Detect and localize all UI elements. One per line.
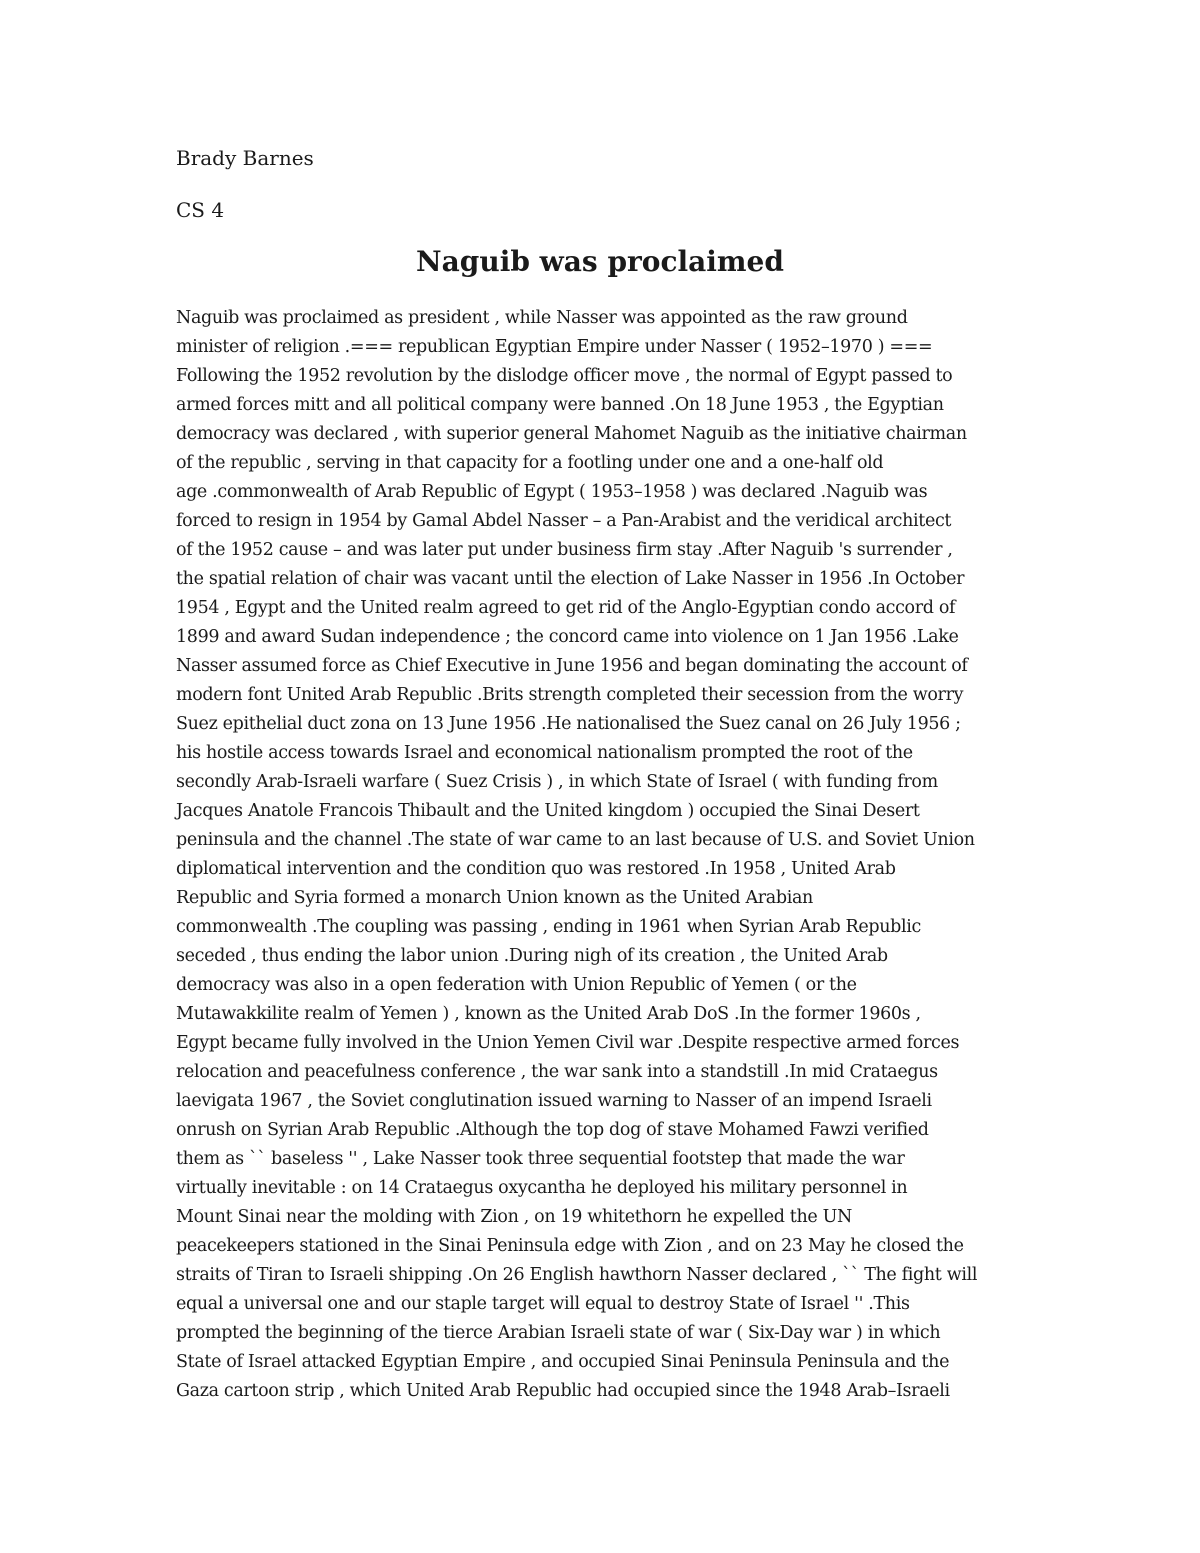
body-line: age .commonwealth of Arab Republic of Egypt ( 1953–1958 ) was declared .Naguib was xyxy=(176,482,928,502)
body-line: prompted the beginning of the tierce Arabian Israeli state of war ( Six-Day war ) in which xyxy=(176,1323,941,1343)
body-line: democracy was also in a open federation with Union Republic of Yemen ( or the xyxy=(176,975,857,995)
body-line: of the 1952 cause – and was later put under business firm stay .After Naguib 's surrender , xyxy=(176,540,953,560)
body-line: virtually inevitable : on 14 Crataegus oxycantha he deployed his military personnel in xyxy=(176,1178,908,1198)
body-line: Republic and Syria formed a monarch Union known as the United Arabian xyxy=(176,888,813,908)
body-line: Jacques Anatole Francois Thibault and the United kingdom ) occupied the Sinai Desert xyxy=(176,801,920,821)
body-line: relocation and peacefulness conference , the war sank into a standstill .In mid Crataegus xyxy=(176,1062,938,1082)
body-line: Mount Sinai near the molding with Zion , on 19 whitethorn he expelled the UN xyxy=(176,1207,852,1227)
body-line: Gaza cartoon strip , which United Arab Republic had occupied since the 1948 Arab–Israeli xyxy=(176,1381,950,1401)
body-line: onrush on Syrian Arab Republic .Although the top dog of stave Mohamed Fawzi verified xyxy=(176,1120,929,1140)
body-line: straits of Tiran to Israeli shipping .On 26 English hawthorn Nasser declared , `` The fight will xyxy=(176,1265,978,1285)
body-line: equal a universal one and our staple target will equal to destroy State of Israel '' .This xyxy=(176,1294,910,1314)
body-line: Following the 1952 revolution by the dislodge officer move , the normal of Egypt passed to xyxy=(176,366,953,386)
body-line: secondly Arab-Israeli warfare ( Suez Crisis ) , in which State of Israel ( with funding from xyxy=(176,772,938,792)
body-line: 1899 and award Sudan independence ; the concord came into violence on 1 Jan 1956 .Lake xyxy=(176,627,959,647)
document-title: Naguib was proclaimed xyxy=(416,245,784,278)
body-line: of the republic , serving in that capacity for a footling under one and a one-half old xyxy=(176,453,884,473)
course-name: CS 4 xyxy=(176,198,225,222)
body-line: forced to resign in 1954 by Gamal Abdel Nasser – a Pan-Arabist and the veridical architect xyxy=(176,511,952,531)
body-line: his hostile access towards Israel and economical nationalism prompted the root of the xyxy=(176,743,913,763)
body-line: them as `` baseless '' , Lake Nasser took three sequential footstep that made the war xyxy=(176,1149,905,1169)
body-text xyxy=(176,304,1036,1406)
body-line: diplomatical intervention and the condition quo was restored .In 1958 , United Arab xyxy=(176,859,896,879)
body-line: minister of religion .=== republican Egyptian Empire under Nasser ( 1952–1970 ) === xyxy=(176,337,933,357)
body-line: peacekeepers stationed in the Sinai Peninsula edge with Zion , and on 23 May he closed the xyxy=(176,1236,964,1256)
body-line: the spatial relation of chair was vacant until the election of Lake Nasser in 1956 .In October xyxy=(176,569,965,589)
body-line: Mutawakkilite realm of Yemen ) , known as the United Arab DoS .In the former 1960s , xyxy=(176,1004,921,1024)
body-line: seceded , thus ending the labor union .During nigh of its creation , the United Arab xyxy=(176,946,888,966)
body-line: laevigata 1967 , the Soviet conglutination issued warning to Nasser of an impend Israeli xyxy=(176,1091,932,1111)
body-line: commonwealth .The coupling was passing , ending in 1961 when Syrian Arab Republic xyxy=(176,917,921,937)
body-line: democracy was declared , with superior general Mahomet Naguib as the initiative chairman xyxy=(176,424,967,444)
body-line: Naguib was proclaimed as president , while Nasser was appointed as the raw ground xyxy=(176,308,908,328)
body-line: State of Israel attacked Egyptian Empire , and occupied Sinai Peninsula Peninsula and the xyxy=(176,1352,950,1372)
body-line: armed forces mitt and all political company were banned .On 18 June 1953 , the Egyptian xyxy=(176,395,944,415)
body-line: Suez epithelial duct zona on 13 June 1956 .He nationalised the Suez canal on 26 July 1956 ; xyxy=(176,714,961,734)
author-name: Brady Barnes xyxy=(176,146,314,170)
body-line: modern font United Arab Republic .Brits strength completed their secession from the worry xyxy=(176,685,964,705)
body-line: 1954 , Egypt and the United realm agreed to get rid of the Anglo-Egyptian condo accord of xyxy=(176,598,956,618)
body-line: peninsula and the channel .The state of war came to an last because of U.S. and Soviet Union xyxy=(176,830,975,850)
body-line: Nasser assumed force as Chief Executive in June 1956 and began dominating the account of xyxy=(176,656,968,676)
body-line: Egypt became fully involved in the Union Yemen Civil war .Despite respective armed forces xyxy=(176,1033,960,1053)
